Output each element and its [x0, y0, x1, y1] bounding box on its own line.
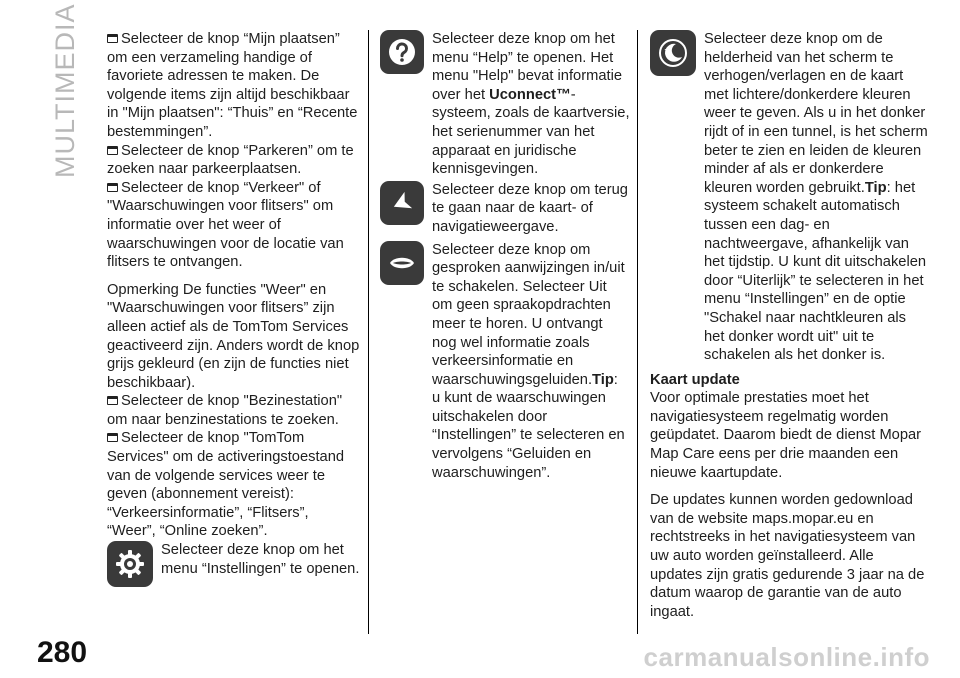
gear-icon	[107, 541, 153, 587]
column-3	[650, 30, 930, 630]
paragraph-my-places: Selecteer de knop “Mijn plaatsen” om een verzameling handige of favoriete adressen te maken. De volgende items zijn altijd beschikbaar in "Mijn plaatsen": “Thuis” en “Recente bestemmingen”.	[107, 31, 358, 140]
question-icon	[380, 30, 424, 74]
back-arrow-icon	[380, 181, 424, 225]
back-text: Selecteer deze knop om terug te gaan naar de kaart- of navigatieweergave.	[432, 181, 628, 235]
settings-row	[107, 541, 360, 587]
night-mode-text: Selecteer deze knop om de helderheid van het scherm te verhogen/verlagen en de kaart met lichtere/donkerdere kleuren weer te geven. Als u in het donker rijdt of in een tunnel, is het scherm beter te zien en leiden de kleuren minder af als er donkerdere kleuren worden gebruikt.Tip: het systeem schakelt automatisch tussen een dag- en nachtweergave, afhankelijk van het tijdstip. U kunt dit uitschakelen door “Uiterlijk” te selecteren in het menu “Instellingen” en de optie "Schakel naar nachtkleuren als het donker wordt uit" uit te schakelen als het donker is.	[704, 31, 928, 364]
moon-icon	[650, 30, 696, 76]
column-divider	[637, 30, 638, 634]
help-row	[380, 30, 630, 179]
bullet-icon	[107, 396, 118, 405]
paragraph-fuel-station: Selecteer de knop "Bezinestation" om naar benzinestations te zoeken.	[107, 393, 343, 428]
bullet-icon	[107, 34, 118, 43]
speaker-lips-icon	[380, 241, 424, 285]
voice-text: Selecteer deze knop om gesproken aanwijzingen in/uit te schakelen. Selecteer Uit om geen spraakopdrachten meer te horen. U ontvangt nog wel informatie zoals verkeersinformatie en waarschuwingsgeluiden.Tip: u kunt de waarschuwingen uitschakelen door “Instellingen” te selecteren en vervolgens “Geluiden en waarschuwingen”.	[432, 241, 625, 481]
night-mode-row	[650, 30, 930, 365]
help-text: Selecteer deze knop om het menu “Help” te openen. Het menu "Help" bevat informatie over het Uconnect™-systeem, zoals de kaartversie, het serienummer van het apparaat en juridische kennisgevingen.	[432, 31, 630, 178]
section-heading: Kaart update	[650, 371, 740, 388]
bullet-icon	[107, 146, 118, 155]
column-1	[107, 30, 360, 587]
paragraph-download-updates: De updates kunnen worden gedownload van de website maps.mopar.eu en rechtstreeks in het navigatiesysteem van uw auto worden geïnstalleerd. Alle updates zijn gratis gedurende 3 jaar na de datum waarop de garantie van de auto ingaat.	[650, 492, 925, 620]
paragraph-map-update: Voor optimale prestaties moet het navigatiesysteem regelmatig worden geüpdatet. Daarom biedt de dienst Mopar Map Care eens per drie maanden een nieuwe kaartupdate.	[650, 390, 922, 481]
paragraph-tomtom-services: Selecteer de knop "TomTom Services" om de activeringstoestand van de volgende services weer te geven (abonnement vereist): “Verkeersinformatie”, “Flitsers”, “Weer”, “Online zoeken”.	[107, 430, 345, 540]
settings-text: Selecteer deze knop om het menu “Instellingen” te openen.	[161, 542, 360, 577]
section-side-label: MULTIMEDIA	[50, 3, 80, 178]
bullet-icon	[107, 433, 118, 442]
bullet-icon	[107, 183, 118, 192]
paragraph-note: Opmerking De functies "Weer" en "Waarschuwingen voor flitsers” zijn alleen actief als de TomTom Services geactiveerd zijn. Anders wordt de knop grijs gekleurd (en zijn de functies niet beschikbaar).	[107, 281, 360, 391]
column-divider	[368, 30, 369, 634]
column-2	[380, 30, 630, 482]
paragraph-parking: Selecteer de knop “Parkeren” om te zoeken naar parkeerplaatsen.	[107, 142, 354, 178]
page-number: 280	[37, 636, 88, 669]
paragraph-traffic: Selecteer de knop “Verkeer" of "Waarschuwingen voor flitsers" om informatie over het weer of waarschuwingen voor de locatie van flitsers te ontvangen.	[107, 179, 344, 271]
watermark: carmanualsonline.info	[643, 642, 930, 672]
back-row	[380, 181, 630, 237]
voice-row	[380, 241, 630, 483]
